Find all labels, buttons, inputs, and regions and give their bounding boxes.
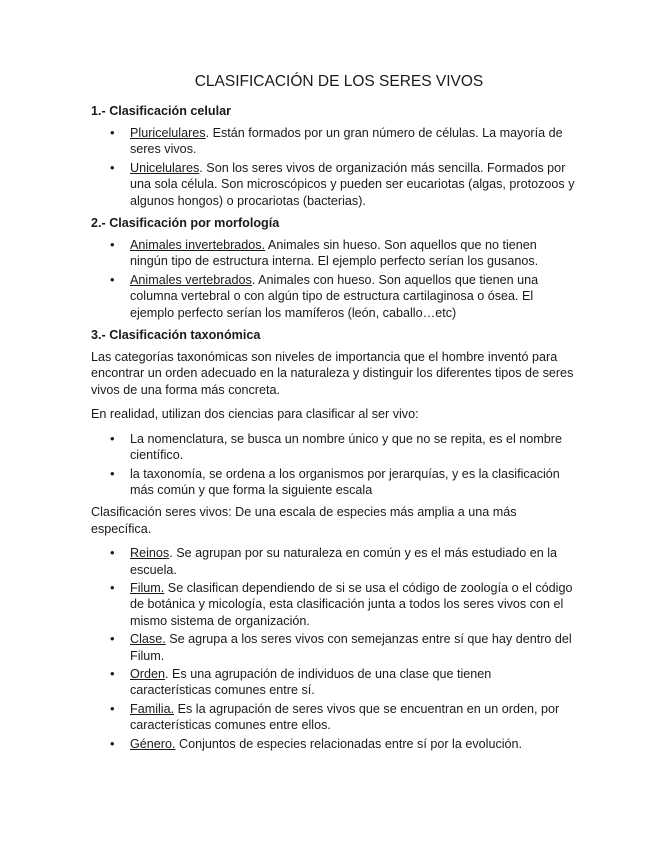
list-item bbox=[91, 160, 575, 209]
section-heading-celular: 1.- Clasificación celular bbox=[91, 104, 231, 118]
term: Reinos bbox=[130, 546, 170, 561]
term: Animales vertebrados bbox=[130, 272, 252, 287]
sciences-intro: En realidad, utilizan dos ciencias para clasificar al ser vivo: bbox=[91, 407, 419, 422]
list-item bbox=[91, 125, 575, 158]
description: Se clasifican dependiendo de si se usa el código de zoología o el código de botánica y micología, esta clasificación junta a todos los seres vivos con el mismo sistema de organización. bbox=[130, 580, 573, 628]
term: Pluricelulares bbox=[130, 126, 206, 140]
section-heading-morfologia: 2.- Clasificación por morfología bbox=[91, 216, 280, 231]
description: Es la agrupación de seres vivos que se encuentran en un orden, por características comunes entre ellos. bbox=[130, 701, 560, 733]
list-item: • La nomenclatura, se busca un nombre único y que no se repita, es el nombre científico. bbox=[91, 431, 575, 464]
celular-list bbox=[91, 125, 575, 209]
description: . Están formados por un gran número de células. La mayoría de seres vivos. bbox=[130, 126, 563, 157]
description: . Se agrupan por su naturaleza en común y es el más estudiado en la escuela. bbox=[130, 546, 558, 577]
list-item bbox=[91, 237, 575, 270]
list-item bbox=[91, 666, 575, 699]
list-item bbox=[91, 631, 575, 664]
description: . Animales con hueso. Son aquellos que tienen una columna vertebral o con algún tipo de estructura cartilaginosa o ósea. El ejemplo perfecto serían los mamíferos (león, caballo…etc) bbox=[130, 272, 539, 320]
list-item bbox=[91, 272, 575, 321]
term: Clase. bbox=[130, 632, 166, 647]
term: Filum. bbox=[130, 580, 165, 595]
list-item bbox=[91, 545, 575, 578]
term: Unicelulares bbox=[130, 160, 200, 175]
list-item bbox=[91, 701, 575, 734]
sciences-list bbox=[91, 431, 575, 499]
ranks-list bbox=[91, 545, 575, 752]
document-title: CLASIFICACIÓN DE LOS SERES VIVOS bbox=[194, 73, 484, 90]
scale-intro: Clasificación seres vivos: De una escala de especies más amplia a una más específica. bbox=[91, 505, 517, 536]
term: Animales invertebrados. bbox=[130, 238, 266, 253]
term: Familia. bbox=[130, 701, 175, 716]
description: . Son los seres vivos de organización más sencilla. Formados por una sola célula. Son microscópicos y pueden ser eucariotas (algas, protozoos y algunos hongos) o procariotas (bacterias). bbox=[130, 160, 575, 208]
description: . Es una agrupación de individuos de una clase que tienen características comunes entre sí. bbox=[130, 666, 492, 698]
description: Se agrupa a los seres vivos con semejanzas entre sí que hay dentro del Filum. bbox=[130, 632, 572, 663]
section-heading-taxonomica: 3.- Clasificación taxonómica bbox=[91, 328, 261, 343]
term: Género. bbox=[130, 736, 176, 751]
list-item bbox=[91, 736, 575, 752]
term: Orden bbox=[130, 666, 166, 681]
list-item: • la taxonomía, se ordena a los organismos por jerarquías, y es la clasificación más común y que forma la siguiente escala bbox=[91, 466, 575, 499]
taxonomy-intro: Las categorías taxonómicas son niveles de importancia que el hombre inventó para encontrar un orden adecuado en la naturaleza y distinguir los diferentes tipos de seres vivos de una forma más concreta. bbox=[91, 350, 574, 397]
list-item bbox=[91, 580, 575, 629]
description: Conjuntos de especies relacionadas entre sí por la evolución. bbox=[175, 736, 523, 751]
description: Animales sin hueso. Son aquellos que no tienen ningún tipo de estructura interna. El ejemplo perfecto serían los gusanos. bbox=[130, 238, 539, 269]
morfologia-list bbox=[91, 237, 575, 321]
